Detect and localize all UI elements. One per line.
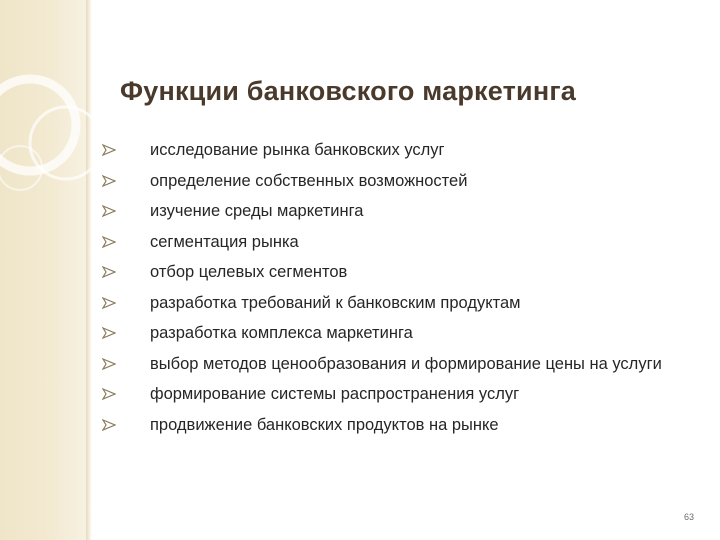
arrow-bullet-icon <box>102 205 116 217</box>
arrow-bullet-icon <box>102 236 116 248</box>
bullet-item <box>102 292 692 314</box>
bullet-text: разработка комплекса маркетинга <box>150 324 413 342</box>
arrow-bullet-icon <box>102 419 116 431</box>
arrow-bullet-icon <box>102 358 116 370</box>
bullet-item <box>102 200 692 222</box>
bullet-text: сегментация рынка <box>150 232 299 251</box>
bullet-item <box>102 383 692 405</box>
arrow-bullet-icon <box>102 327 116 339</box>
arrow-bullet-icon <box>102 175 116 187</box>
bullet-item <box>102 261 692 283</box>
page-number: 63 <box>683 512 694 522</box>
arrow-bullet-icon <box>102 388 116 400</box>
arrow-bullet-icon <box>102 144 116 156</box>
bullet-item <box>102 353 692 375</box>
bullet-item <box>102 414 692 436</box>
bullet-item <box>102 170 692 192</box>
bullet-text: изучение среды маркетинга <box>150 202 364 220</box>
bullet-text: формирование системы распространения услуг <box>150 385 520 403</box>
bullet-text: исследование рынка банковских услуг <box>150 141 445 159</box>
bullet-text: отбор целевых сегментов <box>150 263 348 281</box>
bullet-item <box>102 139 692 161</box>
arrow-bullet-icon <box>102 266 116 278</box>
bullet-text: продвижение банковских продуктов на рынке <box>150 415 499 434</box>
bullet-text: определение собственных возможностей <box>150 171 468 190</box>
bullet-item <box>102 322 692 344</box>
bullet-text: разработка требований к банковским продуктам <box>150 293 521 312</box>
slide-title: Функции банковского маркетинга <box>120 76 576 106</box>
bullet-item <box>102 231 692 253</box>
arrow-bullet-icon <box>102 297 116 309</box>
bullet-list <box>102 139 692 444</box>
bullet-text: выбор методов ценообразования и формирование цены на услуги <box>150 354 662 373</box>
